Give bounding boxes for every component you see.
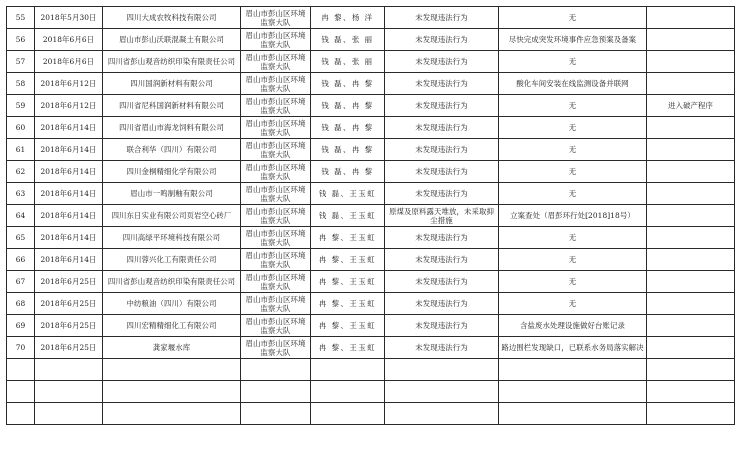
finding-cell: 未发现违法行为 [385,139,499,161]
inspection-date-cell: 2018年6月14日 [35,249,103,271]
inspection-date-cell: 2018年6月12日 [35,73,103,95]
inspection-date-cell: 2018年6月14日 [35,205,103,227]
measure-cell: 无 [499,95,647,117]
inspectors-cell: 冉 黎、杨 洋 [311,7,385,29]
measure-cell: 无 [499,249,647,271]
company-name-cell: 四川国润新材料有限公司 [103,73,241,95]
remark-cell [647,315,735,337]
inspection-unit-cell: 眉山市彭山区环境监察大队 [241,139,311,161]
row-number-cell: 57 [7,51,35,73]
company-name-cell: 眉山市一鸣制釉有限公司 [103,183,241,205]
remark-cell: 进入破产程序 [647,95,735,117]
inspection-date-cell: 2018年6月6日 [35,51,103,73]
inspection-unit-cell: 眉山市彭山区环境监察大队 [241,95,311,117]
measure-cell: 立案查处（眉彭环行处[2018]18号） [499,205,647,227]
measure-cell: 无 [499,7,647,29]
company-name-cell: 四川省彭山观音纺织印染有限责任公司 [103,271,241,293]
measure-cell: 无 [499,183,647,205]
company-name-cell: 四川省尼科国润新材料有限公司 [103,95,241,117]
company-name-cell: 四川大成农牧科技有限公司 [103,7,241,29]
measure-cell: 无 [499,139,647,161]
inspection-date-cell: 2018年6月25日 [35,271,103,293]
remark-cell [647,337,735,359]
inspectors-cell: 冉 黎、王玉虹 [311,271,385,293]
inspection-date-cell: 2018年6月14日 [35,183,103,205]
finding-cell: 未发现违法行为 [385,73,499,95]
measure-cell: 无 [499,161,647,183]
inspection-unit-cell: 眉山市彭山区环境监察大队 [241,293,311,315]
inspection-date-cell: 2018年6月14日 [35,139,103,161]
inspectors-cell: 钱 磊、冉 黎 [311,139,385,161]
measure-cell: 无 [499,271,647,293]
empty-cell [385,403,499,425]
empty-cell [241,403,311,425]
empty-cell [499,381,647,403]
table-row [7,227,735,249]
inspection-date-cell: 2018年6月14日 [35,227,103,249]
inspectors-cell: 钱 磊、张 丽 [311,51,385,73]
empty-cell [311,359,385,381]
inspection-date-cell: 2018年6月6日 [35,29,103,51]
inspection-unit-cell: 眉山市彭山区环境监察大队 [241,73,311,95]
empty-cell [7,403,35,425]
empty-cell [35,381,103,403]
row-number-cell: 64 [7,205,35,227]
finding-cell: 未发现违法行为 [385,117,499,139]
row-number-cell: 62 [7,161,35,183]
inspectors-cell: 冉 黎、王玉虹 [311,315,385,337]
table-row [7,29,735,51]
table-row [7,73,735,95]
finding-cell: 未发现违法行为 [385,271,499,293]
table-row [7,315,735,337]
inspection-date-cell: 2018年6月14日 [35,117,103,139]
inspection-unit-cell: 眉山市彭山区环境监察大队 [241,51,311,73]
remark-cell [647,7,735,29]
inspection-date-cell: 2018年6月25日 [35,293,103,315]
empty-cell [103,359,241,381]
row-number-cell: 59 [7,95,35,117]
inspection-unit-cell: 眉山市彭山区环境监察大队 [241,337,311,359]
empty-cell [35,403,103,425]
inspection-date-cell: 2018年6月12日 [35,95,103,117]
table-row [7,293,735,315]
empty-cell [385,359,499,381]
company-name-cell: 中纺粮油（四川）有限公司 [103,293,241,315]
remark-cell [647,205,735,227]
inspectors-cell: 钱 磊、王玉虹 [311,183,385,205]
finding-cell: 未发现违法行为 [385,95,499,117]
measure-cell: 无 [499,293,647,315]
finding-cell: 未发现违法行为 [385,29,499,51]
inspection-table-body [7,7,735,425]
empty-cell [647,381,735,403]
empty-cell [647,403,735,425]
remark-cell [647,29,735,51]
inspection-table [6,6,735,425]
inspection-unit-cell: 眉山市彭山区环境监察大队 [241,315,311,337]
company-name-cell: 四川蓉兴化工有限责任公司 [103,249,241,271]
empty-cell [7,359,35,381]
empty-cell [499,359,647,381]
measure-cell: 含盐废水处理设施做好台账记录 [499,315,647,337]
table-row [7,271,735,293]
inspectors-cell: 冉 黎、王玉虹 [311,293,385,315]
finding-cell: 未发现违法行为 [385,337,499,359]
table-row [7,205,735,227]
finding-cell: 未发现违法行为 [385,315,499,337]
inspection-unit-cell: 眉山市彭山区环境监察大队 [241,7,311,29]
inspection-unit-cell: 眉山市彭山区环境监察大队 [241,117,311,139]
empty-table-row [7,381,735,403]
table-row [7,249,735,271]
row-number-cell: 65 [7,227,35,249]
table-row [7,161,735,183]
company-name-cell: 四川省彭山观音纺织印染有限责任公司 [103,51,241,73]
empty-cell [241,359,311,381]
inspection-date-cell: 2018年6月14日 [35,161,103,183]
table-row [7,7,735,29]
inspection-unit-cell: 眉山市彭山区环境监察大队 [241,161,311,183]
measure-cell: 无 [499,227,647,249]
company-name-cell: 四川金桐精细化学有限公司 [103,161,241,183]
inspection-record-sheet [6,6,735,425]
empty-cell [647,359,735,381]
remark-cell [647,183,735,205]
finding-cell: 未发现违法行为 [385,227,499,249]
empty-cell [35,359,103,381]
finding-cell: 未发现违法行为 [385,183,499,205]
inspectors-cell: 冉 黎、王玉虹 [311,249,385,271]
inspection-date-cell: 2018年6月25日 [35,315,103,337]
row-number-cell: 66 [7,249,35,271]
finding-cell: 原煤及原料露天堆放，未采取抑尘措施 [385,205,499,227]
remark-cell [647,139,735,161]
company-name-cell: 四川省眉山市海龙饲料有限公司 [103,117,241,139]
inspectors-cell: 钱 磊、冉 黎 [311,161,385,183]
remark-cell [647,271,735,293]
row-number-cell: 55 [7,7,35,29]
inspection-unit-cell: 眉山市彭山区环境监察大队 [241,183,311,205]
remark-cell [647,117,735,139]
company-name-cell: 四川宏精精细化工有限公司 [103,315,241,337]
empty-cell [385,381,499,403]
row-number-cell: 56 [7,29,35,51]
inspectors-cell: 钱 磊、冉 黎 [311,73,385,95]
row-number-cell: 68 [7,293,35,315]
inspectors-cell: 冉 黎、王玉虹 [311,227,385,249]
inspection-date-cell: 2018年5月30日 [35,7,103,29]
remark-cell [647,249,735,271]
row-number-cell: 60 [7,117,35,139]
measure-cell: 路边围栏发现缺口，已联系水务局落实解决 [499,337,647,359]
remark-cell [647,51,735,73]
remark-cell [647,293,735,315]
empty-cell [311,403,385,425]
inspection-unit-cell: 眉山市彭山区环境监察大队 [241,271,311,293]
table-row [7,117,735,139]
empty-table-row [7,359,735,381]
inspection-unit-cell: 眉山市彭山区环境监察大队 [241,29,311,51]
remark-cell [647,161,735,183]
company-name-cell: 眉山市彭山沃联混凝土有限公司 [103,29,241,51]
inspection-unit-cell: 眉山市彭山区环境监察大队 [241,205,311,227]
empty-cell [103,381,241,403]
company-name-cell: 四川东日实业有限公司页岩空心砖厂 [103,205,241,227]
inspectors-cell: 钱 磊、冉 黎 [311,117,385,139]
table-row [7,183,735,205]
finding-cell: 未发现违法行为 [385,161,499,183]
remark-cell [647,227,735,249]
row-number-cell: 61 [7,139,35,161]
inspection-unit-cell: 眉山市彭山区环境监察大队 [241,227,311,249]
table-row [7,51,735,73]
row-number-cell: 69 [7,315,35,337]
table-row [7,337,735,359]
finding-cell: 未发现违法行为 [385,249,499,271]
empty-cell [499,403,647,425]
company-name-cell: 四川高绿平环境科技有限公司 [103,227,241,249]
finding-cell: 未发现违法行为 [385,293,499,315]
measure-cell: 尽快完成突发环境事件应急预案及备案 [499,29,647,51]
row-number-cell: 67 [7,271,35,293]
row-number-cell: 70 [7,337,35,359]
row-number-cell: 63 [7,183,35,205]
remark-cell [647,73,735,95]
empty-cell [311,381,385,403]
empty-cell [7,381,35,403]
inspection-date-cell: 2018年6月25日 [35,337,103,359]
inspectors-cell: 钱 磊、王玉虹 [311,205,385,227]
measure-cell: 无 [499,117,647,139]
inspection-unit-cell: 眉山市彭山区环境监察大队 [241,249,311,271]
company-name-cell: 联合利华（四川）有限公司 [103,139,241,161]
measure-cell: 无 [499,51,647,73]
table-row [7,139,735,161]
row-number-cell: 58 [7,73,35,95]
inspectors-cell: 钱 磊、张 丽 [311,29,385,51]
empty-cell [241,381,311,403]
company-name-cell: 龚家堰水库 [103,337,241,359]
empty-cell [103,403,241,425]
inspectors-cell: 钱 磊、冉 黎 [311,95,385,117]
finding-cell: 未发现违法行为 [385,51,499,73]
inspectors-cell: 冉 黎、王玉虹 [311,337,385,359]
measure-cell: 酸化车间安装在线监测设备并联网 [499,73,647,95]
finding-cell: 未发现违法行为 [385,7,499,29]
table-row [7,95,735,117]
empty-table-row [7,403,735,425]
